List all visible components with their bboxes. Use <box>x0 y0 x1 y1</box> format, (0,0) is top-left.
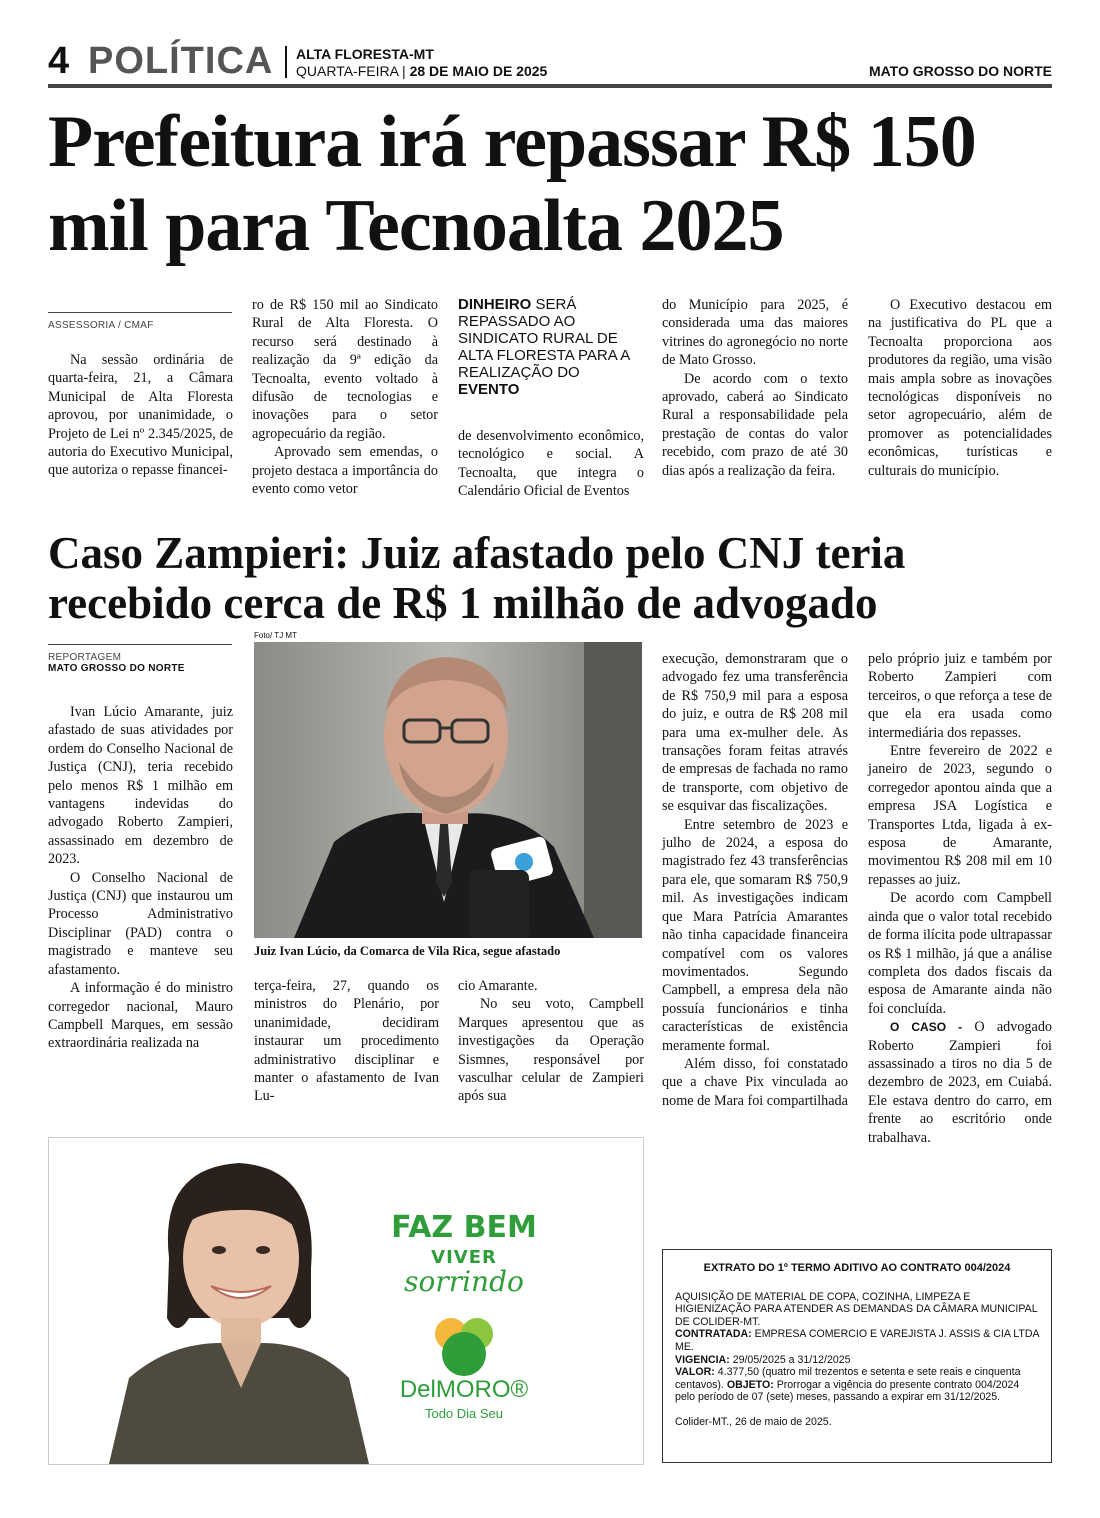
paragraph: De acordo com Campbell ainda que o valor total recebido de forma ilícita pode ultrapassar os R$ 1 milhão, já que a análise completa dos dados fiscais da esposa de Amarante ainda não foi concluída. <box>868 890 1052 1017</box>
photo-caption: Juiz Ivan Lúcio, da Comarca de Vila Rica, segue afastado <box>254 944 561 958</box>
story2-col2 <box>254 977 439 1106</box>
section-title: POLÍTICA <box>88 40 274 82</box>
value: Prorrogar a vigência do presente contrato 004/2024 pelo período de 07 (sete) meses, passando a expirar em 31/12/2025. <box>675 1378 1020 1404</box>
story1-byline: ASSESSORIA / CMAF <box>48 320 154 331</box>
paragraph: do Município para 2025, é considerada uma das maiores vitrines do agronegócio no norte de Mato Grosso. <box>662 297 848 369</box>
paragraph: De acordo com o texto aprovado, caberá ao Sindicato Rural a responsabilidade pela prestação de contas do valor recebido, com prazo de até 30 dias após a realização da feira. <box>662 370 848 479</box>
story1-col4 <box>662 296 848 480</box>
label: OBJETO: <box>726 1378 774 1391</box>
story2-byline <box>48 652 185 674</box>
contract-notice-box <box>662 1249 1052 1463</box>
newspaper-name: MATO GROSSO DO NORTE <box>868 63 1052 79</box>
story1-col1 <box>48 351 233 480</box>
story2-headline: Caso Zampieri: Juiz afastado pelo CNJ teria recebido cerca de R$ 1 milhão de advogado <box>48 528 906 628</box>
ad-brand-name: DelMORO® <box>399 1376 529 1403</box>
photo-credit: Foto/ TJ MT <box>254 631 297 640</box>
ad-brand-tagline: Todo Dia Seu <box>424 1406 504 1421</box>
paragraph: cio Amarante. <box>458 978 538 994</box>
story1-byline-rule <box>48 312 232 313</box>
contract-contratada <box>675 1328 1039 1353</box>
judge-portrait-illustration <box>254 642 642 938</box>
delmoro-advertisement[interactable] <box>48 1137 644 1465</box>
paragraph: O Executivo destacou em na justificativa do PL que a Tecnoalta proporciona aos produtores da região, uma visão mais ampla sobre as inovações tecnológicas disponíveis no setor agropecuário, além de promover as potencialidades econômicas, turísticas e culturais do município. <box>868 297 1052 479</box>
story1-col2 <box>252 296 438 498</box>
paragraph: de desenvolvimento econômico, tecnológico e social. A Tecnoalta, que integra o Calendário Oficial de Eventos <box>458 428 644 500</box>
paragraph: No seu voto, Campbell Marques apresentou que as investigações da Operação Sismnes, responsável por vasculhar celular de Zampieri após sua <box>458 996 644 1105</box>
date: 28 DE MAIO DE 2025 <box>409 63 548 79</box>
ad-slogan-line3: sorrindo <box>404 1265 524 1298</box>
pull-quote-end: EVENTO <box>458 381 520 398</box>
contract-vigencia <box>675 1354 1039 1367</box>
contract-notice-title: EXTRATO DO 1º TERMO ADITIVO AO CONTRATO 004/2024 <box>703 1262 1011 1274</box>
judge-photo <box>254 642 642 938</box>
paragraph: Entre setembro de 2023 e julho de 2024, a esposa do magistrado fez 43 transferências para ele, que somaram R$ 750,9 mil. As investigações indicam que Mara Patrícia Amarantes não tinha capacidade financeira compatível com os valores movimentados. Segundo Campbell, a empresa dela não possuía funcionários e tinha características de existência meramente formal. <box>662 816 848 1054</box>
paragraph: ro de R$ 150 mil ao Sindicato Rural de Alta Floresta. O recurso será destinado à realização da 9ª edição da Tecnoalta, evento voltado à difusão de tecnologias e inovações para o setor agropecuário da região. <box>252 297 438 442</box>
paragraph: execução, demonstraram que o advogado fez uma transferência de R$ 750,9 mil para a esposa do juiz, e outra de R$ 208 mil para uma ex-mulher dele. As transações foram feitas através de empresas de fachada no ramo de transporte, com objetivo de se esquivar das fiscalizações. <box>662 651 848 815</box>
label: CONTRATADA: <box>675 1328 752 1341</box>
story2-col1 <box>48 703 233 1053</box>
label: VIGENCIA: <box>675 1353 730 1366</box>
header-rule <box>48 84 1052 88</box>
ad-slogan-line1: FAZ BEM <box>391 1210 537 1245</box>
story2-byline-rule <box>48 644 232 645</box>
smiling-woman-illustration <box>49 1138 369 1464</box>
contract-object-text: AQUISIÇÃO DE MATERIAL DE COPA, COZINHA, LIMPEZA E HIGIENIZAÇÃO PARA ATENDER AS DEMANDAS DA CÂMARA MUNICIPAL DE COLIDER-MT. <box>675 1290 1038 1328</box>
story2-col4 <box>662 650 848 1110</box>
paragraph <box>868 1018 1052 1147</box>
value: 4.377,50 (quatro mil trezentos e setenta e sete reais e cinquenta centavos). <box>675 1366 1021 1391</box>
label: VALOR: <box>675 1366 715 1379</box>
city-label: ALTA FLORESTA-MT <box>296 46 434 62</box>
contract-valor-objeto <box>675 1366 1039 1404</box>
paragraph: A informação é do ministro corregedor nacional, Mauro Campbell Marques, em sessão extraordinária realizada na <box>48 980 233 1052</box>
pull-quote-lead: DINHEIRO <box>458 296 532 313</box>
contract-closing: Colider-MT., 26 de maio de 2025. <box>675 1415 832 1428</box>
byline-type: REPORTAGEM <box>48 652 122 663</box>
pull-quote <box>458 296 644 398</box>
byline-source: MATO GROSSO DO NORTE <box>48 663 185 674</box>
o-caso-text: O advogado Roberto Zampieri foi assassinado a tiros no dia 5 de dezembro de 2023, em Cuiabá. Ele estava dentro do carro, em frente ao escritório onde trabalhava. <box>868 1019 1053 1146</box>
paragraph: Aprovado sem emendas, o projeto destaca a importância do evento como vetor <box>252 444 438 498</box>
paragraph: O Conselho Nacional de Justiça (CNJ) que instaurou um Processo Administrativo Disciplinar (PAD) contra o magistrado e manteve seu afastamento. <box>48 869 233 978</box>
story2-col3 <box>458 977 644 1106</box>
ad-slogan-line2: VIVER <box>431 1247 497 1268</box>
story1-headline: Prefeitura irá repassar R$ 150 mil para Tecnoalta 2025 <box>48 101 976 267</box>
value: EMPRESA COMERCIO E VAREJISTA J. ASSIS & CIA LTDA ME. <box>675 1328 1039 1353</box>
story1-col3 <box>458 427 644 501</box>
dateline: QUARTA-FEIRA | 28 DE MAIO DE 2025 <box>296 63 548 79</box>
paragraph: terça-feira, 27, quando os ministros do Plenário, por unanimidade, decidiram instaurar um procedimento administrativo disciplinar e manter o afastamento de Ivan Lu- <box>254 978 439 1105</box>
weekday: QUARTA-FEIRA <box>296 63 399 79</box>
value: 29/05/2025 a 31/12/2025 <box>732 1353 851 1366</box>
paragraph: Na sessão ordinária de quarta-feira, 21, a Câmara Municipal de Alta Floresta aprovou, por unanimidade, o Projeto de Lei nº 2.345/2025, de autoria do Executivo Municipal, que autoriza o repasse financei- <box>48 352 233 479</box>
story2-col5 <box>868 650 1052 1147</box>
paragraph: Ivan Lúcio Amarante, juiz afastado de suas atividades por ordem do Conselho Nacional de Justiça (CNJ), teria recebido pelo menos R$ 1 milhão em vantagens indevidas do advogado Roberto Zampieri, assassinado em dezembro de 2023. <box>48 704 233 868</box>
o-caso-label: O CASO - <box>890 1020 963 1035</box>
delmoro-logo-icon <box>429 1316 499 1378</box>
page-number: 4 <box>48 40 70 82</box>
story1-col5 <box>868 296 1052 480</box>
paragraph: Além disso, foi constatado que a chave Pix vinculada ao nome de Mara foi compartilhada <box>662 1055 848 1109</box>
header-divider <box>285 46 287 78</box>
paragraph: Entre fevereiro de 2022 e janeiro de 2023, segundo o corregedor apontou ainda que a empresa JSA Logística e Transportes Ltda, ligada à ex-esposa de Amarante, movimentou R$ 208 mil em 10 repasses ao juiz. <box>868 743 1052 888</box>
pull-quote-text: SERÁ REPASSADO AO SINDICATO RURAL DE ALTA FLORESTA PARA A REALIZAÇÃO DO <box>458 296 630 381</box>
paragraph: pelo próprio juiz e também por Roberto Zampieri com terceiros, o que reforça a tese de que ela era usada como intermediária dos repasses. <box>868 651 1052 741</box>
